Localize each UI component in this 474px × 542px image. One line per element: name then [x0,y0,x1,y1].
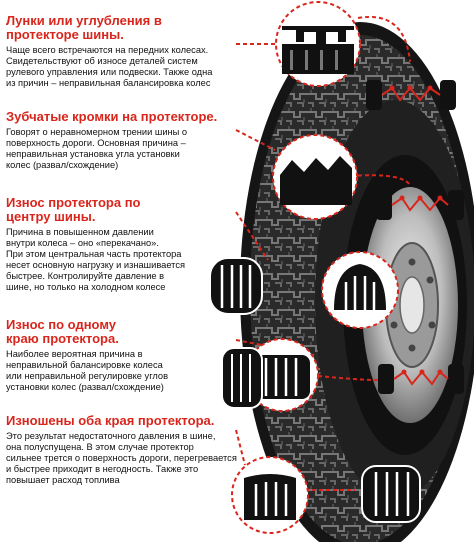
wear-center-icon [322,252,398,328]
section-center-wear [6,196,238,293]
section-title: Износ протектора по центру шины. [6,195,141,224]
section-title: Износ по одному краю протектора. [6,317,119,346]
section-description: Это результат недостаточного давления в шине, она полуспущена. В этом случае протектор сильнее трется о поверхность дороги, перегревается и быстрее приходит в негодность. Также это повышает расход топлива [6,431,237,485]
section-description: Причина в повышенном давлении внутри колеса – оно «перекачано». При этом центральная часть протектора несет основную нагрузку и изнашивается быстрее. Контролируйте давление в шине, но только на холодном колесе [6,227,186,292]
wear-both-edges-icon [232,457,308,533]
section-description: Наиболее вероятная причина в неправильной балансировке колеса или неправильной регулировке углов установки колес (развал/схождение) [6,349,169,392]
wear-cupping-icon [276,2,360,86]
section-feathering [6,110,238,171]
section-both-edges-wear [6,414,238,486]
section-description: Чаще всего встречаются на передних колесах. Свидетельствуют об износе деталей систем рулевого управления или подвески. Также одна из причин – неправильная балансировка колес [6,45,213,88]
wear-feathering-icon [273,135,357,219]
section-title: Лунки или углубления в протекторе шины. [6,13,162,42]
section-one-edge-wear [6,318,238,393]
section-description: Говорят о неравномерном трении шины о поверхность дороги. Основная причина – неправильная установка угла установки колес (развал/схождение) [6,127,188,170]
section-cupping [6,14,238,89]
section-title: Изношены оба края протектора. [6,413,215,428]
section-title: Зубчатые кромки на протекторе. [6,109,218,124]
tread-both-edges-strip [362,466,420,522]
